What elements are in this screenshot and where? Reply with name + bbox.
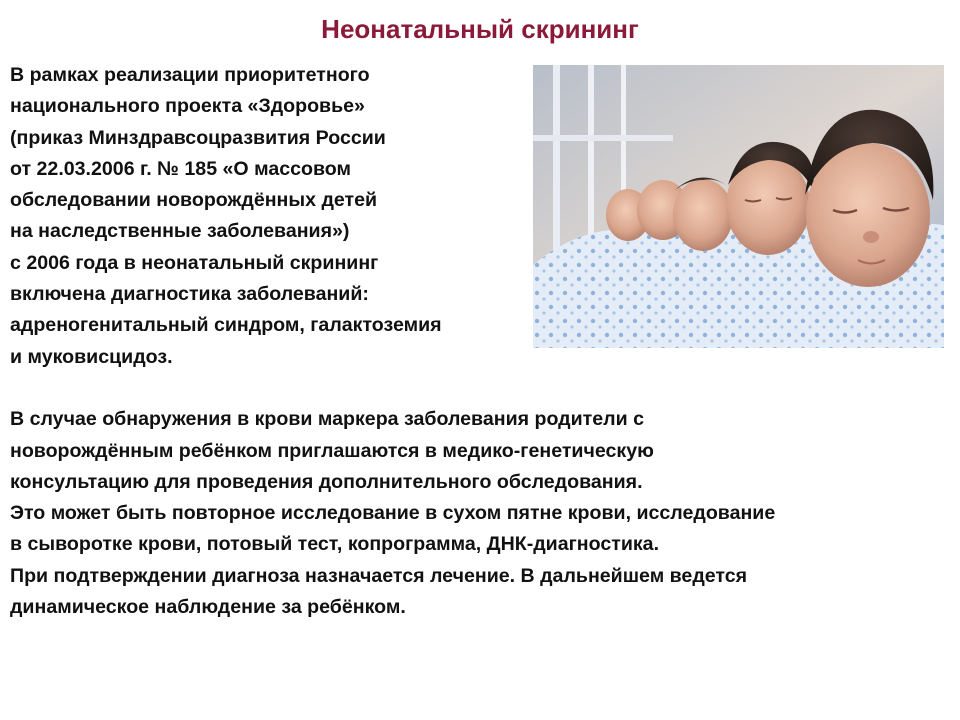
- slide-title: Неонатальный скрининг: [321, 14, 639, 44]
- paragraph2-line: Это может быть повторное исследование в сухом пятне крови, исследование: [10, 502, 776, 525]
- paragraph2-line: в сыворотке крови, потовый тест, копрограмма, ДНК-диагностика.: [10, 533, 660, 556]
- paragraph1-line: национального проекта «Здоровье»: [10, 95, 365, 118]
- paragraph2-line: В случае обнаружения в крови маркера заболевания родители с: [10, 408, 644, 431]
- paragraph1-line: с 2006 года в неонатальный скрининг: [10, 251, 379, 274]
- paragraph1-line: на наследственные заболевания»): [10, 220, 350, 243]
- paragraph1-line: адреногенитальный синдром, галактоземия: [10, 314, 442, 337]
- paragraph1-line: обследовании новорождённых детей: [10, 189, 378, 212]
- paragraph2-line: динамическое наблюдение за ребёнком.: [10, 596, 406, 619]
- paragraph-gap: [10, 373, 955, 404]
- paragraph1-line: В рамках реализации приоритетного: [10, 64, 370, 86]
- paragraph1-line: (приказ Минздравсоцразвития России: [10, 126, 386, 149]
- paragraph2-line: новорождённым ребёнком приглашаются в медико-генетическую: [10, 439, 654, 462]
- paragraph1-line: от 22.03.2006 г. № 185 «О массовом: [10, 157, 352, 180]
- paragraph2-line: консультацию для проведения дополнительного обследования.: [10, 470, 643, 493]
- paragraph1-line: и муковисцидоз.: [10, 345, 173, 368]
- body-text: [10, 60, 955, 623]
- paragraph1-line: включена диагностика заболеваний:: [10, 283, 369, 306]
- paragraph2-line: При подтверждении диагноза назначается лечение. В дальнейшем ведется: [10, 564, 748, 587]
